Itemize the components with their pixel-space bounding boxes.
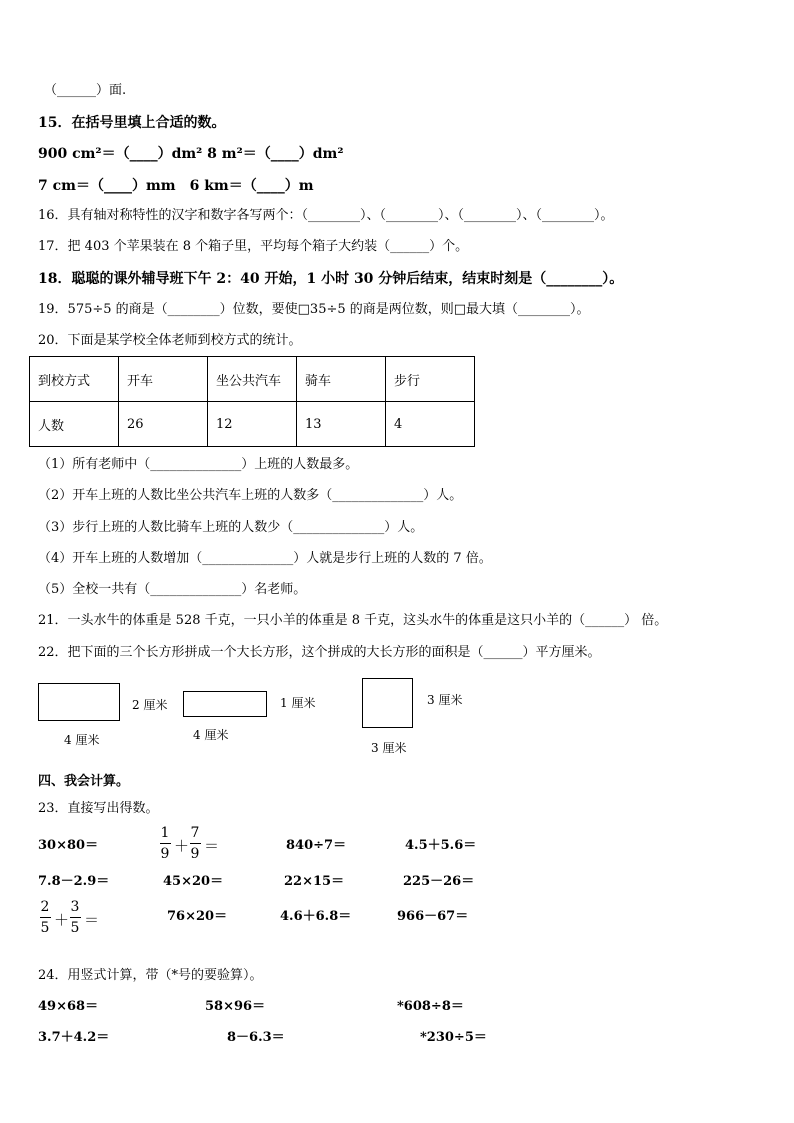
- fraction-numerator: 7: [190, 825, 200, 841]
- rect1-width-label: 4 厘米: [64, 733, 100, 747]
- rectangle-2: [183, 691, 267, 717]
- calc-item: 45×20＝: [163, 874, 224, 889]
- rect3-height-label: 3 厘米: [427, 693, 463, 707]
- rect3-width-label: 3 厘米: [371, 741, 407, 755]
- table-cell: 12: [208, 402, 297, 447]
- q20-sub5: （5）全校一共有（______________）名老师。: [38, 582, 307, 597]
- table-cell: 26: [119, 402, 208, 447]
- fraction-numerator: 2: [40, 899, 50, 915]
- calc-item: 4.6＋6.8＝: [280, 909, 352, 924]
- q22: 22．把下面的三个长方形拼成一个大长方形，这个拼成的大长方形的面积是（______）平方厘米。: [38, 645, 601, 660]
- calc-item: 76×20＝: [167, 909, 228, 924]
- q24-title: 24．用竖式计算，带（*号的要验算）。: [38, 968, 263, 983]
- fraction-numerator: 1: [160, 825, 170, 841]
- q20-sub3: （3）步行上班的人数比骑车上班的人数少（______________）人。: [38, 520, 424, 535]
- plus-sign: ＋: [174, 837, 190, 855]
- q20-title: 20．下面是某学校全体老师到校方式的统计。: [38, 333, 302, 348]
- calc-item: 22×15＝: [284, 874, 345, 889]
- q23-title: 23．直接写出得数。: [38, 801, 159, 816]
- calc-item: 840÷7＝: [286, 838, 347, 853]
- table-cell: 步行: [386, 357, 475, 402]
- table-cell: 人数: [30, 402, 119, 447]
- statistics-table: [29, 356, 475, 447]
- calc-item: 30×80＝: [38, 838, 99, 853]
- prev-question-tail: （______）面.: [44, 83, 127, 98]
- fraction-bar: [190, 843, 201, 844]
- q15-line1-text: 900 cm²＝（____）dm² 8 m²＝（____）dm²: [38, 146, 344, 162]
- rect2-height-label: 1 厘米: [280, 696, 316, 710]
- q20-sub4: （4）开车上班的人数增加（______________）人就是步行上班的人数的 7 倍。: [38, 551, 492, 566]
- plus-sign: ＋: [54, 911, 70, 929]
- table-cell: 坐公共汽车: [208, 357, 297, 402]
- q16: 16．具有轴对称特性的汉字和数字各写两个：（________）、（________）、（________）、（________）。: [38, 208, 614, 223]
- calc-item: 58×96＝: [205, 999, 266, 1014]
- fraction-bar: [160, 843, 171, 844]
- rect2-width-label: 4 厘米: [193, 728, 229, 742]
- calc-item: 3.7＋4.2＝: [38, 1030, 110, 1045]
- fraction-bar: [40, 917, 51, 918]
- table-cell: 到校方式: [30, 357, 119, 402]
- table-cell: 4: [386, 402, 475, 447]
- fraction-denominator: 5: [40, 920, 50, 936]
- section-4-title: 四、我会计算。: [38, 774, 130, 789]
- calc-item: *230÷5＝: [420, 1030, 487, 1045]
- rectangle-3: [362, 678, 413, 728]
- equals-sign: ＝: [84, 911, 100, 929]
- equals-sign: ＝: [204, 837, 220, 855]
- table-header-row: [30, 357, 475, 402]
- calc-item: *608÷8＝: [397, 999, 464, 1014]
- q21: 21．一头水牛的体重是 528 千克，一只小羊的体重是 8 千克，这头水牛的体重是这只小羊的（______） 倍。: [38, 613, 668, 628]
- q20-sub1: （1）所有老师中（______________）上班的人数最多。: [38, 457, 359, 472]
- calc-item: 4.5＋5.6＝: [405, 838, 477, 853]
- q15-line1: [38, 146, 343, 162]
- q15-line2: 7 cm＝（____）mm 6 km＝（____）m: [38, 178, 314, 194]
- calc-item: 225－26＝: [403, 874, 475, 889]
- table-cell: 13: [297, 402, 386, 447]
- table-row: [30, 402, 475, 447]
- rect1-height-label: 2 厘米: [132, 698, 168, 712]
- fraction-denominator: 9: [190, 846, 200, 862]
- fraction-numerator: 3: [70, 899, 80, 915]
- q18: 18．聪聪的课外辅导班下午 2：40 开始，1 小时 30 分钟后结束，结束时刻是（________）。: [38, 271, 624, 287]
- calc-item: 966－67＝: [397, 909, 469, 924]
- calc-item: 7.8－2.9＝: [38, 874, 110, 889]
- calc-item: 8－6.3＝: [227, 1030, 285, 1045]
- fraction-denominator: 9: [160, 846, 170, 862]
- fraction-bar: [70, 917, 81, 918]
- q20-sub2: （2）开车上班的人数比坐公共汽车上班的人数多（______________）人。: [38, 488, 463, 503]
- table-cell: 开车: [119, 357, 208, 402]
- calc-item: 49×68＝: [38, 999, 99, 1014]
- table-cell: 骑车: [297, 357, 386, 402]
- q15-title: 15．在括号里填上合适的数。: [38, 115, 226, 131]
- rectangle-1: [38, 683, 120, 721]
- q17: 17．把 403 个苹果装在 8 个箱子里，平均每个箱子大约装（______）个。: [38, 239, 469, 254]
- fraction-denominator: 5: [70, 920, 80, 936]
- q19: 19．575÷5 的商是（________）位数，要使□35÷5 的商是两位数，则□最大填（________）。: [38, 302, 590, 317]
